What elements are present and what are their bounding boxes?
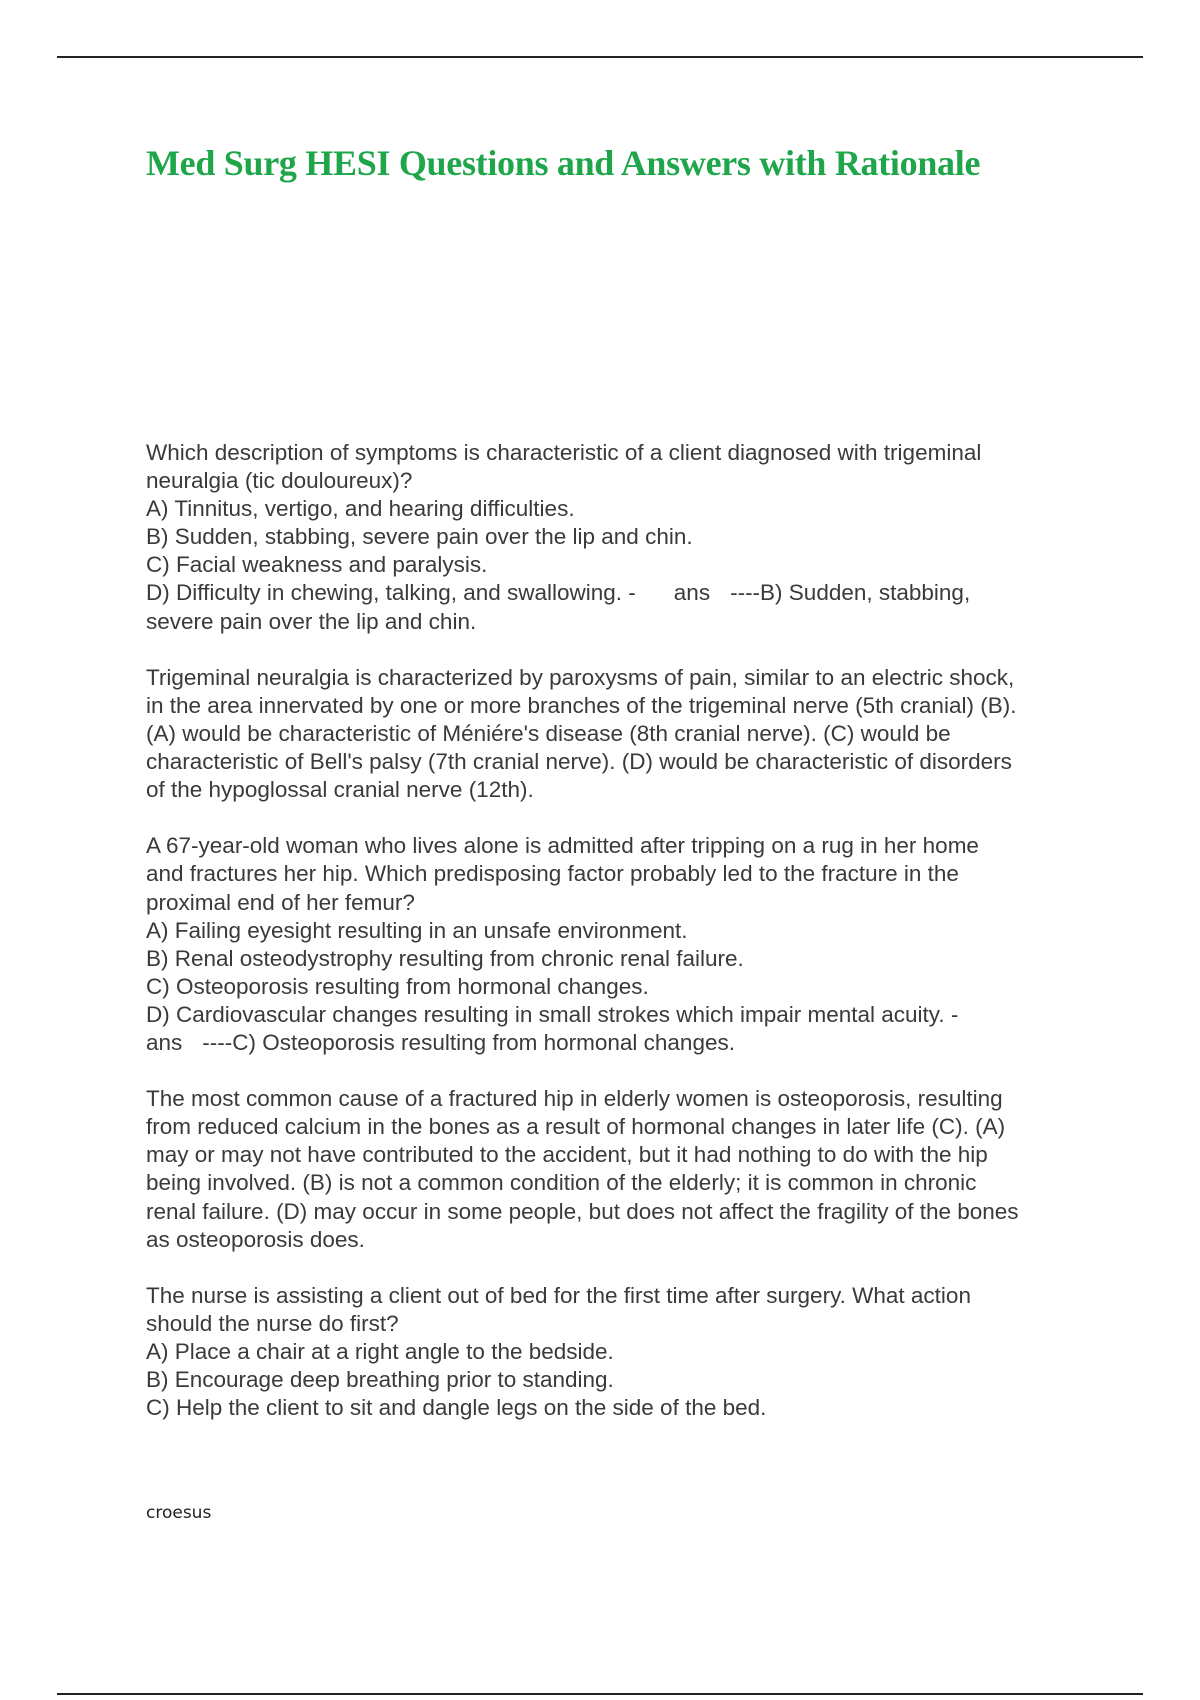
option-b: B) Sudden, stabbing, severe pain over the lip and chin. [146, 524, 693, 550]
answer-continuation: severe pain over the lip and chin. [146, 608, 477, 634]
option-d: D) Cardiovascular changes resulting in small strokes which impair mental acuity. - [146, 1001, 959, 1027]
question-stem-line: should the nurse do first? [146, 1310, 399, 1336]
answer-line [146, 1029, 1091, 1057]
question-stem-line: neuralgia (tic douloureux)? [146, 468, 413, 494]
question-3 [146, 1282, 1091, 1422]
rationale-line: of the hypoglossal cranial nerve (12th). [146, 777, 534, 803]
question-1 [146, 439, 1091, 636]
rationale-1 [146, 664, 1091, 804]
option-a: A) Tinnitus, vertigo, and hearing difficulties. [146, 496, 575, 522]
option-a: A) Failing eyesight resulting in an unsafe environment. [146, 917, 688, 943]
rationale-line: Trigeminal neuralgia is characterized by paroxysms of pain, similar to an electric shock, [146, 664, 1015, 690]
question-2 [146, 832, 1091, 1057]
rationale-line: renal failure. (D) may occur in some people, but does not affect the fragility of the bones [146, 1198, 1019, 1224]
rationale-line: being involved. (B) is not a common condition of the elderly; it is common in chronic [146, 1170, 977, 1196]
answer-label: ans [673, 580, 711, 606]
rationale-line: The most common cause of a fractured hip in elderly women is osteoporosis, resulting [146, 1086, 1003, 1112]
question-stem-line: and fractures her hip. Which predisposing factor probably led to the fracture in the [146, 861, 959, 887]
rationale-line: characteristic of Bell's palsy (7th cranial nerve). (D) would be characteristic of disorders [146, 749, 1012, 775]
option-c: C) Facial weakness and paralysis. [146, 552, 488, 578]
rationale-line: may or may not have contributed to the accident, but it had nothing to do with the hip [146, 1142, 988, 1168]
option-b: B) Renal osteodystrophy resulting from chronic renal failure. [146, 945, 744, 971]
footer-watermark: croesus [146, 1503, 212, 1523]
answer-label: ans [146, 1029, 183, 1055]
bottom-rule [57, 1693, 1143, 1695]
rationale-line: in the area innervated by one or more branches of the trigeminal nerve (5th cranial) (B). [146, 692, 1017, 718]
page-title: Med Surg HESI Questions and Answers with Rationale [146, 143, 981, 183]
question-stem-line: proximal end of her femur? [146, 889, 415, 915]
option-d-with-answer [146, 579, 1091, 607]
document-body [146, 439, 1091, 1450]
option-d: D) Difficulty in chewing, talking, and swallowing. - [146, 580, 636, 606]
answer-text: ----B) Sudden, stabbing, [730, 580, 971, 606]
question-stem-line: A 67-year-old woman who lives alone is admitted after tripping on a rug in her home [146, 833, 979, 859]
option-b: B) Encourage deep breathing prior to standing. [146, 1367, 614, 1393]
option-c: C) Osteoporosis resulting from hormonal changes. [146, 973, 649, 999]
rationale-line: (A) would be characteristic of Méniére's disease (8th cranial nerve). (C) would be [146, 720, 951, 746]
rationale-line: as osteoporosis does. [146, 1226, 365, 1252]
answer-text: ----C) Osteoporosis resulting from hormonal changes. [202, 1029, 735, 1055]
option-c: C) Help the client to sit and dangle legs on the side of the bed. [146, 1395, 767, 1421]
rationale-line: from reduced calcium in the bones as a result of hormonal changes in later life (C). (A) [146, 1114, 1006, 1140]
question-stem-line: The nurse is assisting a client out of bed for the first time after surgery. What action [146, 1282, 971, 1308]
question-stem-line: Which description of symptoms is characteristic of a client diagnosed with trigeminal [146, 440, 982, 465]
option-a: A) Place a chair at a right angle to the bedside. [146, 1339, 614, 1364]
top-rule [57, 56, 1143, 58]
rationale-2 [146, 1085, 1091, 1254]
